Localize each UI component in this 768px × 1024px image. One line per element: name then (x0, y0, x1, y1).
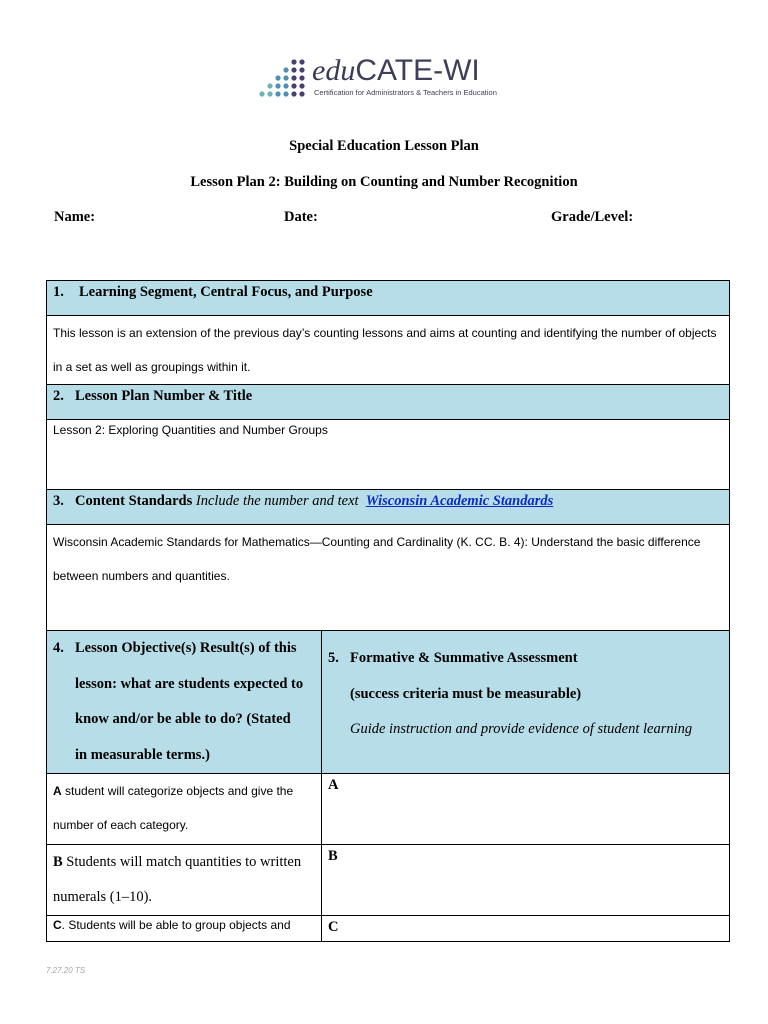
objective-c (47, 916, 322, 942)
section-1-body: This lesson is an extension of the previous day’s counting lessons and aims at counting and identifying the number of objects in a set as well as groupings within it. (47, 316, 730, 385)
assessment-c-letter: C (328, 919, 339, 935)
section-2-number: 2. (53, 388, 64, 404)
section-4-line-1: Lesson Objective(s) Result(s) of this (75, 640, 297, 656)
section-1-header (47, 281, 730, 316)
section-4-number: 4. (53, 640, 64, 656)
objective-c-letter: C (53, 918, 62, 932)
assessment-b (322, 845, 730, 916)
section-3-header (47, 490, 730, 525)
section-1-title: Learning Segment, Central Focus, and Purpose (79, 284, 373, 300)
logo-edu: edu (312, 54, 356, 87)
objective-c-text: . Students will be able to group objects and (61, 918, 291, 932)
educate-wi-logo (258, 52, 518, 102)
assessment-a-letter: A (328, 777, 339, 793)
logo-wordmark (312, 54, 480, 88)
lesson-plan-table (46, 280, 730, 942)
lesson-plan-subtitle: Lesson Plan 2: Building on Counting and Number Recognition (190, 174, 578, 190)
section-5-title: Formative & Summative Assessment (350, 650, 578, 666)
logo-dots-icon (258, 52, 310, 102)
footer-code: 7.27.20 TS (46, 966, 86, 975)
section-3-body: Wisconsin Academic Standards for Mathematics—Counting and Cardinality (K. CC. B. 4): Understand the basic difference between numbers and quantities. (47, 525, 730, 631)
objective-a (47, 774, 322, 845)
objective-a-letter: A (53, 784, 62, 798)
section-4-line-2: lesson: what are students expected to (75, 675, 304, 692)
objective-a-text: student will categorize objects and give the number of each category. (53, 784, 294, 832)
wisconsin-standards-link[interactable]: Wisconsin Academic Standards (365, 493, 554, 509)
section-3-instruction: Include the number and text (195, 493, 359, 509)
section-5-criteria: (success criteria must be measurable) (350, 685, 582, 702)
section-4-line-3: know and/or be able to do? (Stated (75, 711, 291, 727)
objective-b-text: Students will match quantities to written numerals (1–10). (53, 854, 302, 905)
assessment-b-letter: B (328, 848, 338, 864)
logo-cate-wi: CATE-WI (355, 54, 480, 87)
name-label: Name: (54, 209, 96, 225)
section-2-body: Lesson 2: Exploring Quantities and Number Groups (47, 420, 730, 490)
section-1-number: 1. (53, 284, 64, 300)
objective-b (47, 845, 322, 916)
section-3-number: 3. (53, 493, 64, 509)
assessment-c (322, 916, 730, 942)
logo-tagline: Certification for Administrators & Teachers in Education (314, 88, 497, 97)
assessment-a (322, 774, 730, 845)
section-5-header (322, 631, 730, 774)
date-label: Date: (284, 209, 318, 225)
document-title: Special Education Lesson Plan (289, 138, 479, 154)
section-3-title: Content Standards (75, 493, 193, 509)
objective-b-letter: B (53, 854, 63, 870)
section-2-header (47, 385, 730, 420)
section-2-title: Lesson Plan Number & Title (75, 388, 253, 404)
section-4-header (47, 631, 322, 774)
grade-level-label: Grade/Level: (551, 209, 634, 225)
section-5-number: 5. (328, 650, 339, 666)
section-4-line-4: in measurable terms.) (75, 746, 210, 763)
section-5-instruction: Guide instruction and provide evidence of student learning (350, 721, 693, 737)
